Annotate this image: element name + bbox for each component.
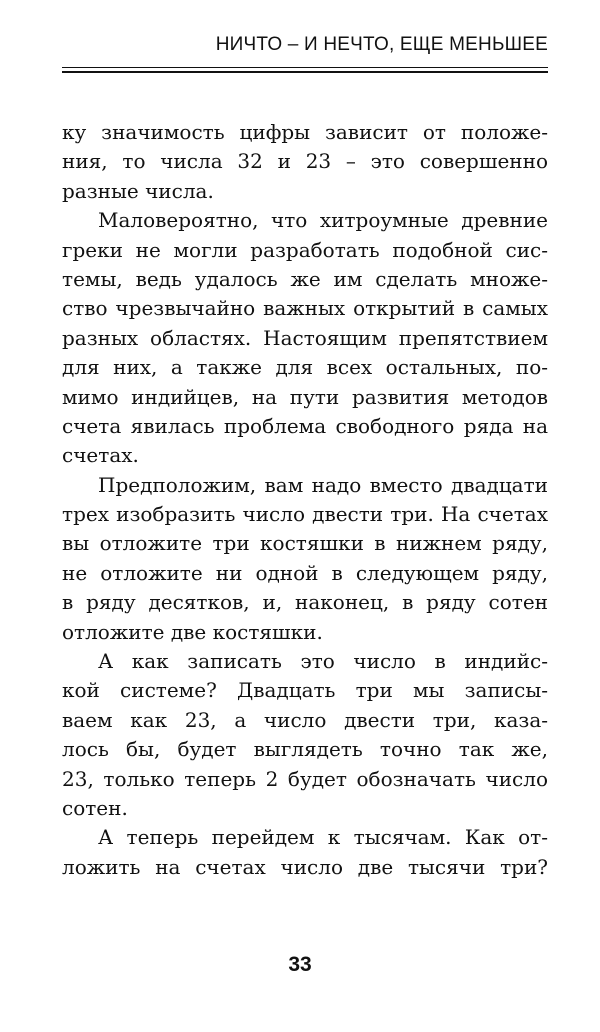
text-line: Маловероятно, что хитроумные древние	[98, 208, 548, 233]
paragraph	[62, 118, 548, 206]
text-line: ваем как 23, а число двести три, каза-	[62, 707, 548, 732]
running-head: НИЧТО – И НЕЧТО, ЕЩЕ МЕНЬШЕЕ	[215, 34, 548, 55]
text-line: отложите две костяшки.	[62, 619, 323, 644]
text-line: в ряду десятков, и, наконец, в ряду сотен	[62, 590, 548, 615]
text-line: А теперь перейдем к тысячам. Как от-	[98, 825, 548, 850]
text-line: мимо индийцев, на пути развития методов	[62, 384, 548, 409]
text-line: греки не могли разработать подобной сис-	[62, 237, 548, 262]
text-line: трех изобразить число двести три. На счетах	[62, 502, 548, 527]
text-line: темы, ведь удалось же им сделать множе-	[62, 266, 548, 291]
text-line: разные числа.	[62, 178, 214, 203]
text-line: ния, то числа 32 и 23 – это совершенно	[62, 149, 548, 174]
text-line: кой системе? Двадцать три мы записы-	[62, 678, 548, 703]
text-line: ку значимость цифры зависит от положе-	[62, 120, 548, 144]
header-rule-thick	[62, 71, 548, 73]
text-line: не отложите ни одной в следующем ряду,	[62, 560, 548, 585]
text-line: сотен.	[62, 795, 128, 820]
paragraph	[62, 647, 548, 823]
body-text	[62, 118, 548, 882]
paragraph	[62, 206, 548, 471]
text-line: разных областях. Настоящим препятствием	[62, 325, 548, 350]
text-line: вы отложите три костяшки в нижнем ряду,	[62, 531, 548, 556]
text-line: счетах.	[62, 443, 139, 468]
text-line: счета явилась проблема свободного ряда на	[62, 413, 548, 438]
page-number: 33	[288, 953, 312, 976]
paragraph	[62, 823, 548, 882]
text-line: 23, только теперь 2 будет обозначать число	[62, 766, 548, 791]
text-line: лось бы, будет выглядеть точно так же,	[62, 737, 548, 762]
text-line: Предположим, вам надо вместо двадцати	[98, 472, 548, 497]
text-line: для них, а также для всех остальных, по-	[62, 355, 548, 380]
text-line: А как записать это число в индийс-	[98, 649, 548, 674]
text-line: ство чрезвычайно важных открытий в самых	[62, 296, 548, 321]
paragraph	[62, 471, 548, 647]
text-line: ложить на счетах число две тысячи три?	[62, 854, 548, 879]
header-rule-thin	[62, 67, 548, 68]
